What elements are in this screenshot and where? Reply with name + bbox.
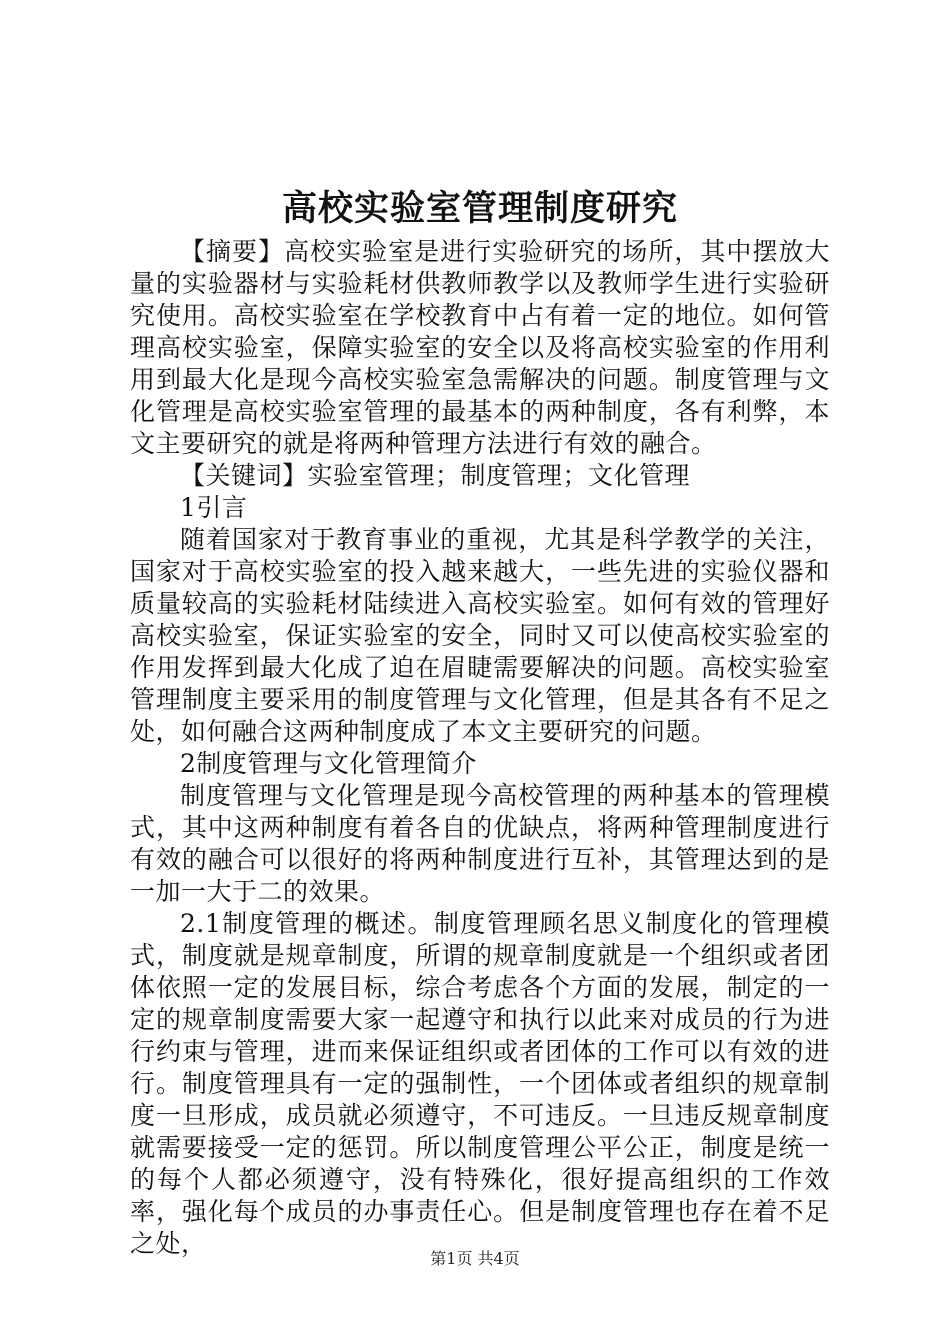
document-title: 高校实验室管理制度研究 <box>281 188 678 229</box>
abstract-paragraph: 【摘要】高校实验室是进行实验研究的场所，其中摆放大量的实验器材与实验耗材供教师教学以及教师学生进行实验研究使用。高校实验室在学校教育中占有着一定的地位。如何管理高校实验室，保障实验室的安全以及将高校实验室的作用利用到最大化是现今高校实验室急需解决的问题。制度管理与文化管理是高校实验室管理的最基本的两种制度，各有利弊，本文主要研究的就是将两种管理方法进行有效的融合。 <box>130 237 830 458</box>
document-body <box>130 186 830 1260</box>
section-1-paragraph: 随着国家对于教育事业的重视，尤其是科学教学的关注，国家对于高校实验室的投入越来越大，一些先进的实验仪器和质量较高的实验耗材陆续进入高校实验室。如何有效的管理好高校实验室，保证实验室的安全，同时又可以使高校实验室的作用发挥到最大化成了迫在眉睫需要解决的问题。高校实验室管理制度主要采用的制度管理与文化管理，但是其各有不足之处，如何融合这两种制度成了本文主要研究的问题。 <box>130 525 830 746</box>
section-2-1-paragraph: 2.1制度管理的概述。制度管理顾名思义制度化的管理模式，制度就是规章制度，所谓的规章制度就是一个组织或者团体依照一定的发展目标，综合考虑各个方面的发展，制定的一定的规章制度需要大家一起遵守和执行以此来对成员的行为进行约束与管理，进而来保证组织或者团体的工作可以有效的进行。制度管理具有一定的强制性，一个团体或者组织的规章制度一旦形成，成员就必须遵守，不可违反。一旦违反规章制度就需要接受一定的惩罚。所以制度管理公平公正，制度是统一的每个人都必须遵守，没有特殊化，很好提高组织的工作效率，强化每个成员的办事责任心。但是制度管理也存在着不足之处， <box>130 909 830 1258</box>
keywords-paragraph: 【关键词】实验室管理；制度管理；文化管理 <box>180 461 691 490</box>
section-2-paragraph: 制度管理与文化管理是现今高校管理的两种基本的管理模式，其中这两种制度有着各自的优缺点，将两种管理制度进行有效的融合可以很好的将两种制度进行互补，其管理达到的是一加一大于二的效果。 <box>130 781 830 906</box>
page-number-footer: 第1页 共4页 <box>430 1249 520 1268</box>
section-1-heading: 1引言 <box>180 493 248 522</box>
section-2-heading: 2制度管理与文化管理简介 <box>180 749 477 778</box>
